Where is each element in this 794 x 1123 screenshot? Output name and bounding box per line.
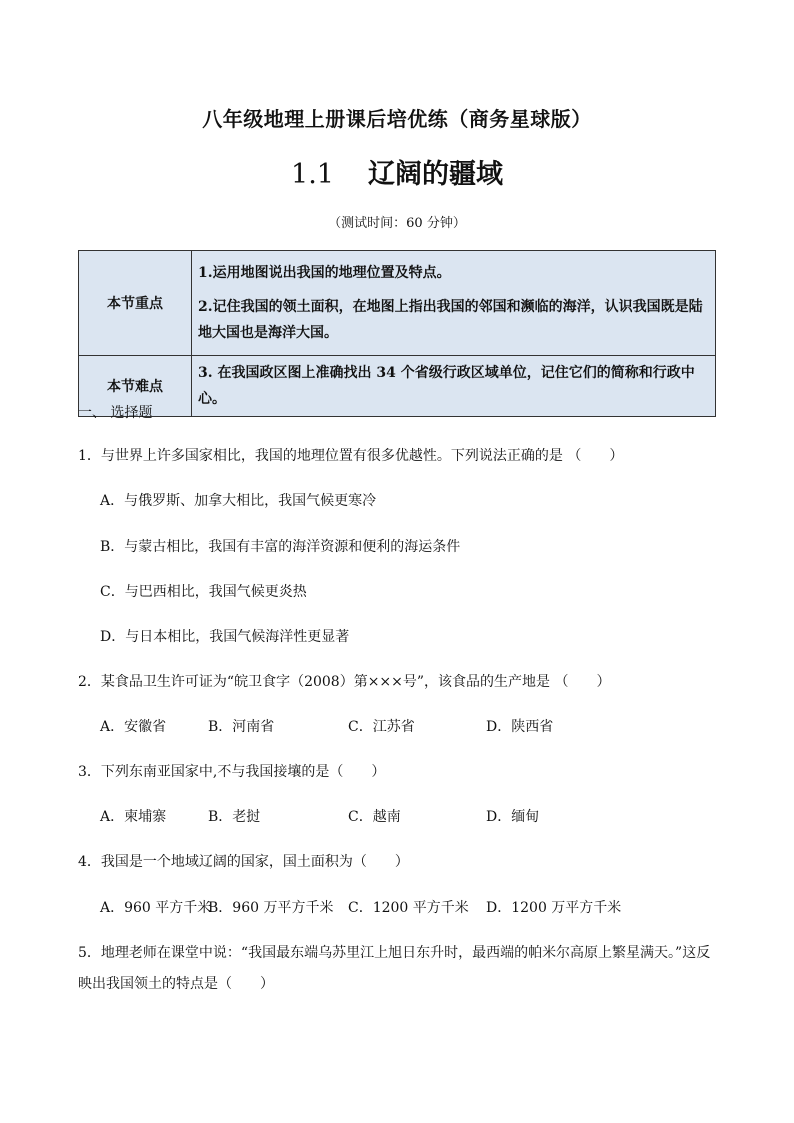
difficult-point-item: 3. 在我国政区图上准确找出 34 个省级行政区域单位，记住它们的简称和行政中心。 [198,365,695,407]
question-2-option-c: C．江苏省 [348,719,415,735]
question-1-option-c: C．与巴西相比，我国气候更炎热 [100,584,307,600]
question-2-option-a: A．安徽省 [100,719,167,735]
difficult-points-content [192,356,716,417]
question-4-stem: 4．我国是一个地域辽阔的国家，国土面积为（ ） [78,854,409,870]
key-points-content [192,251,716,356]
question-2-option-d: D．陕西省 [486,719,554,735]
table-row [79,251,716,356]
table-row [79,356,716,417]
question-3-option-d: D．缅甸 [486,809,540,825]
document-title: 八年级地理上册课后培优练（商务星球版） [202,107,592,131]
section-title [0,152,794,191]
question-1-option-a: A．与俄罗斯、加拿大相比，我国气候更寒冷 [100,493,377,509]
question-4-option-a: A．960 平方千米 [100,900,212,916]
key-points-label: 本节重点 [79,251,192,356]
question-3-option-c: C．越南 [348,809,401,825]
question-1-option-b: B．与蒙古相比，我国有丰富的海洋资源和便利的海运条件 [100,539,461,555]
key-point-item: 1.运用地图说出我国的地理位置及特点。 [198,265,451,281]
section-number: 1.1 [291,159,334,190]
question-4-option-b: B．960 万平方千米 [208,900,334,916]
key-point-item: 2.记住我国的领土面积，在地图上指出我国的邻国和濒临的海洋，认识我国既是陆地大国也是海洋大国。 [198,299,703,341]
question-2-option-b: B．河南省 [208,719,275,735]
section-name: 辽阔的疆域 [367,159,503,190]
question-4-option-c: C．1200 平方千米 [348,900,469,916]
question-3-option-a: A．柬埔寨 [100,809,167,825]
question-4-option-d: D．1200 万平方千米 [486,900,622,916]
question-3-option-b: B．老挝 [208,809,261,825]
difficult-points-label: 本节难点 [79,356,192,417]
question-1-option-d: D．与日本相比，我国气候海洋性更显著 [100,629,350,645]
part-heading: 一、 选择题 [78,405,153,421]
question-5-stem: 5．地理老师在课堂中说：“我国最东端乌苏里江上旭日东升时，最西端的帕米尔高原上繁星满天。”这反映出我国领土的特点是（ ） [78,945,711,992]
test-time: （测试时间：60 分钟） [328,216,466,231]
question-1-stem: 1．与世界上许多国家相比，我国的地理位置有很多优越性。下列说法正确的是 （ ） [78,448,624,464]
key-points-table [78,250,716,417]
question-3-stem: 3．下列东南亚国家中,不与我国接壤的是（ ） [78,764,386,780]
question-2-stem: 2．某食品卫生许可证为“皖卫食字（2008）第×××号”，该食品的生产地是 （ ） [78,674,611,690]
